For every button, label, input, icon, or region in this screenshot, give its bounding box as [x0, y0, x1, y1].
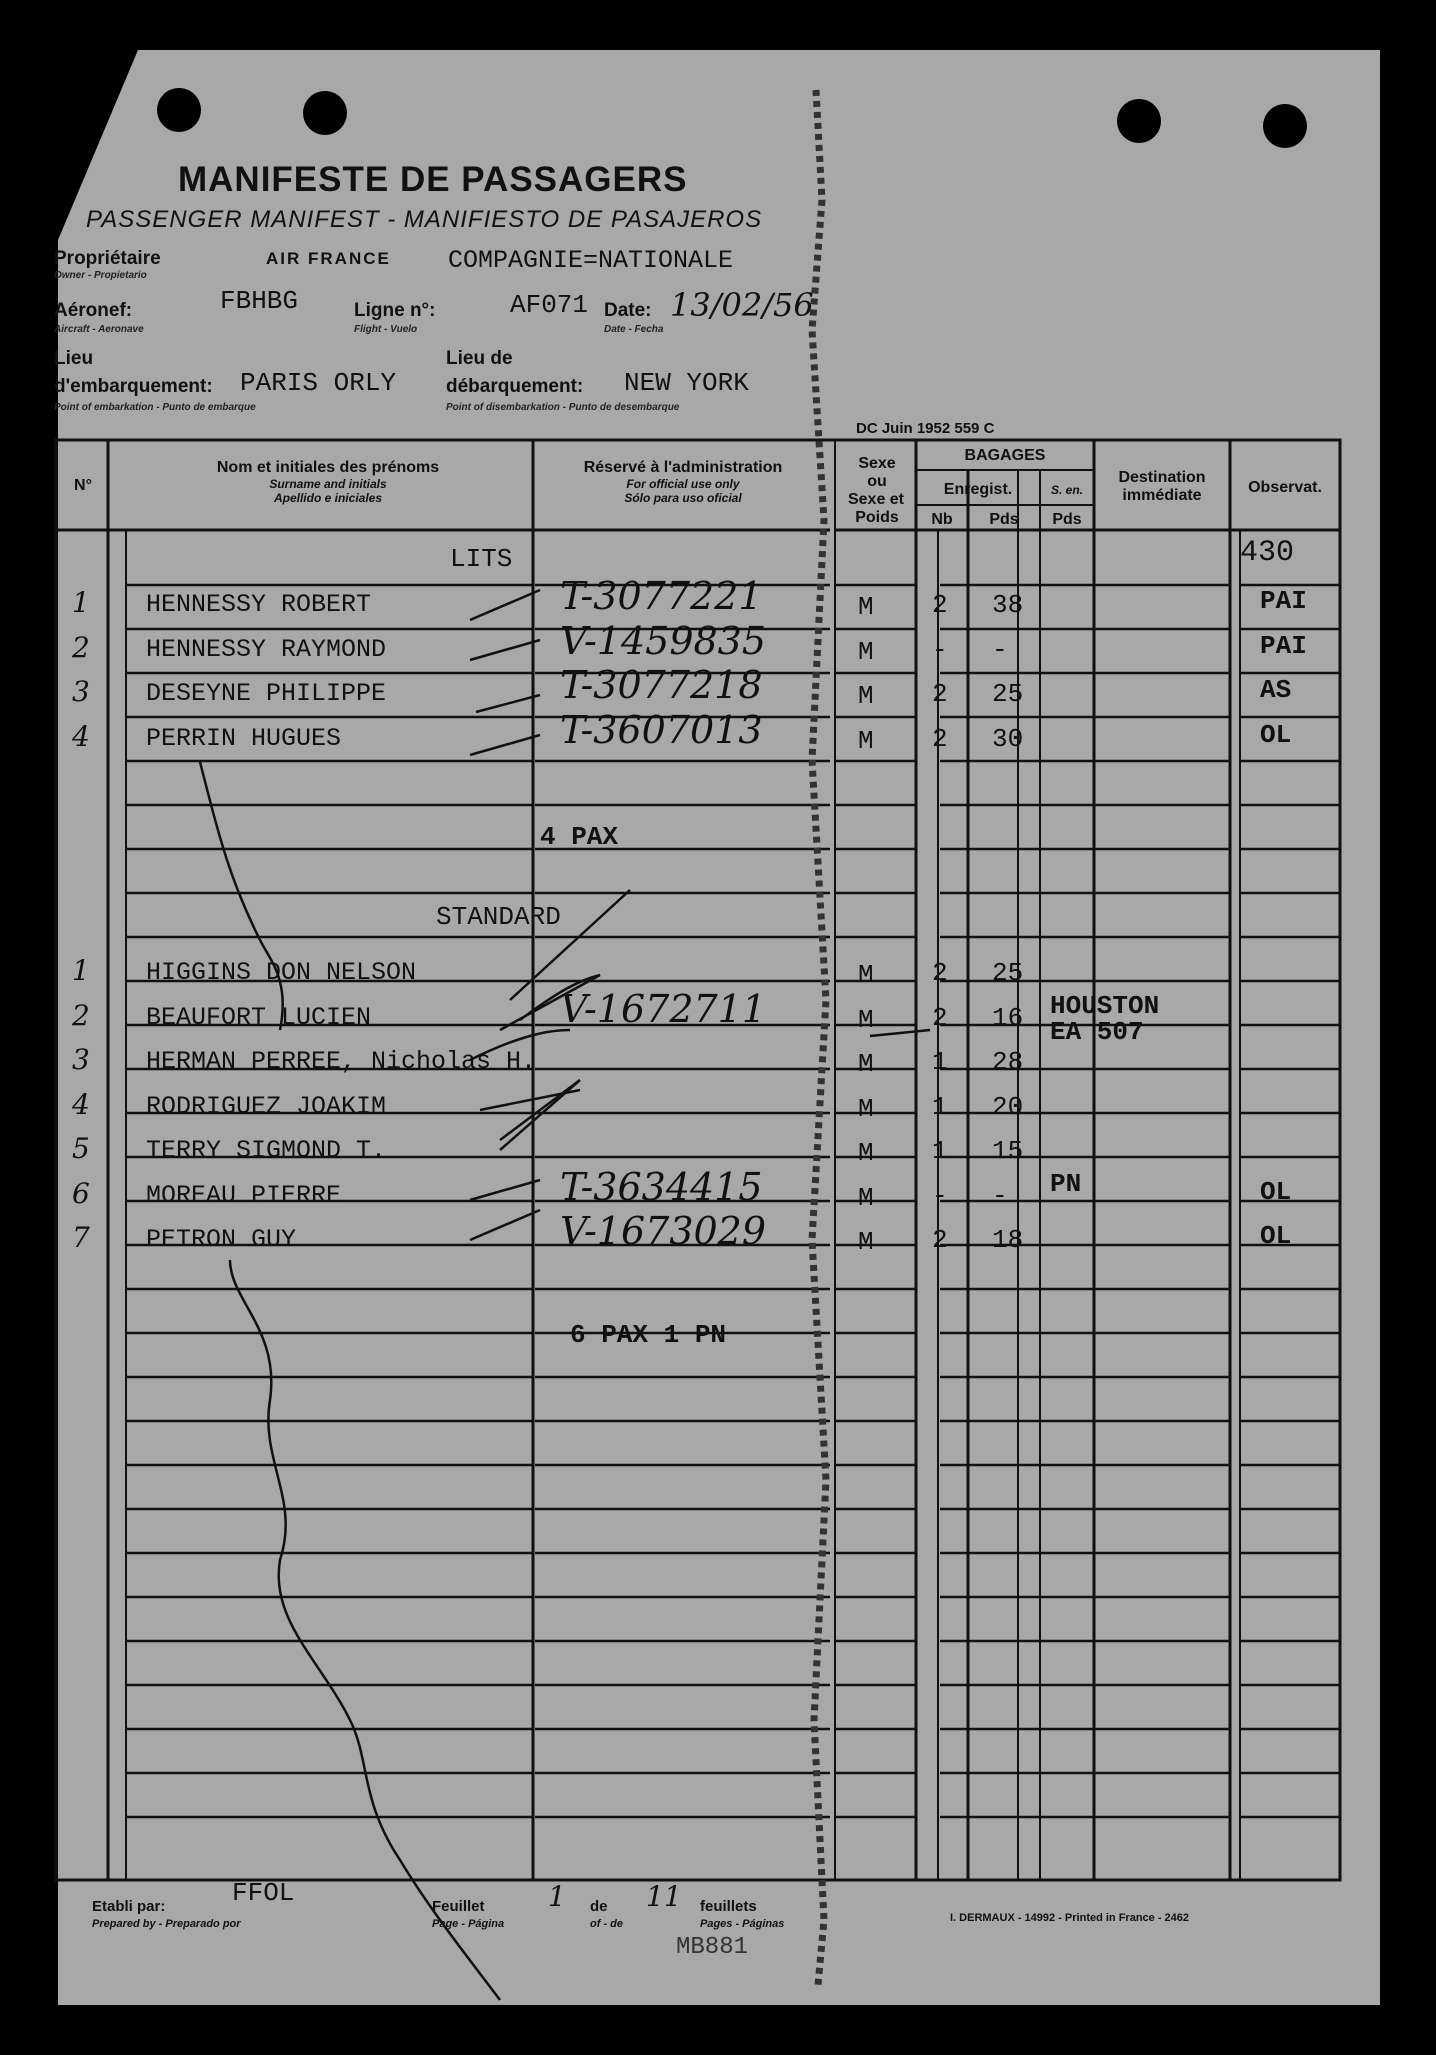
- date-value: 13/02/56: [670, 286, 814, 324]
- col-admin: Réservé à l'administration: [583, 459, 783, 476]
- date-sublabel: Date - Fecha: [604, 324, 664, 335]
- col-admin-sub1: For official use only: [626, 477, 740, 491]
- standard-row-name: HERMAN PERREE, Nicholas H.: [146, 1047, 537, 1076]
- document-stamp: MB881: [676, 1934, 749, 1961]
- lits-row-number: 1: [72, 586, 90, 619]
- col-sex-4: Poids: [855, 509, 899, 526]
- standard-row-number: 1: [72, 954, 90, 987]
- page-label: Feuillet: [432, 1898, 485, 1915]
- standard-row-bag-weight: 25: [992, 958, 1024, 988]
- lits-row-name: PERRIN HUGUES: [146, 723, 342, 753]
- standard-row-observation: OL: [1260, 1176, 1292, 1207]
- col-bagages: BAGAGES: [964, 447, 1046, 464]
- standard-row-sex: M: [858, 1049, 874, 1079]
- observat-top-value: 430: [1240, 536, 1295, 570]
- lits-row-bag-weight: 25: [992, 679, 1024, 709]
- standard-row-name: BEAUFORT LUCIEN: [146, 1002, 372, 1032]
- pages-label: feuillets: [700, 1898, 757, 1915]
- col-name: Nom et initiales des prénoms: [216, 459, 440, 476]
- lits-row-bag-count: -: [932, 634, 948, 665]
- form-code: DC Juin 1952 559 C: [856, 420, 995, 437]
- standard-row-bag-weight: 16: [992, 1002, 1024, 1033]
- lits-row-sex: M: [858, 592, 874, 622]
- standard-row-observation: OL: [1260, 1221, 1292, 1251]
- lits-row-bag-weight: 38: [992, 590, 1024, 620]
- lits-row-name: DESEYNE PHILIPPE: [146, 679, 387, 708]
- standard-row-bag-count: 1: [932, 1091, 948, 1122]
- lits-row-observation: AS: [1260, 675, 1292, 705]
- standard-row-bag-count: 2: [932, 958, 948, 988]
- standard-row-sex: M: [858, 1093, 874, 1124]
- section-standard: STANDARD: [436, 902, 561, 932]
- col-pds: Pds: [989, 511, 1019, 528]
- owner-sublabel: Owner - Propietario: [54, 270, 147, 281]
- standard-row-number: 3: [72, 1043, 90, 1076]
- standard-row-ticket: T-3634415: [560, 1164, 763, 1209]
- disembark-label-line2: débarquement:: [446, 376, 584, 397]
- standard-row-sex: M: [858, 1182, 874, 1213]
- standard-row-sex: M: [858, 1138, 874, 1168]
- lits-row-sex: M: [858, 636, 874, 667]
- lits-row-bag-count: 2: [932, 679, 948, 709]
- col-observat: Observat.: [1248, 479, 1322, 496]
- of-sublabel: of - de: [590, 1918, 623, 1930]
- flight-value: AF071: [510, 290, 589, 320]
- aircraft-label: Aéronef:: [54, 300, 133, 321]
- section-lits: LITS: [450, 544, 513, 574]
- lits-row-observation: PAI: [1260, 586, 1307, 616]
- standard-row-ticket: V-1672711: [560, 986, 767, 1031]
- standard-row-bag-count: 1: [932, 1047, 948, 1077]
- standard-row-name: RODRIGUEZ JOAKIM: [146, 1091, 387, 1121]
- col-nb: Nb: [931, 511, 953, 528]
- embark-label-line2: d'embarquement:: [54, 376, 213, 397]
- lits-row-bag-weight: 30: [992, 723, 1024, 754]
- page-sublabel: Page - Página: [432, 1918, 505, 1930]
- date-label: Date:: [604, 300, 652, 321]
- standard-row-sex: M: [858, 960, 874, 990]
- flight-label: Ligne n°:: [354, 300, 436, 321]
- lits-row-name: HENNESSY RAYMOND: [146, 634, 387, 664]
- flight-sublabel: Flight - Vuelo: [354, 324, 418, 335]
- lits-row-number: 3: [72, 675, 90, 708]
- manifest-title: MANIFESTE DE PASSAGERS: [178, 160, 688, 199]
- col-sex-1: Sexe: [858, 455, 896, 472]
- lits-row-bag-count: 2: [932, 590, 948, 620]
- col-admin-sub2: Sólo para uso oficial: [624, 491, 742, 505]
- standard-row-bag-count: 2: [932, 1225, 948, 1255]
- standard-row-bag-count: 2: [932, 1002, 948, 1033]
- standard-row-number: 2: [72, 998, 90, 1032]
- aircraft-value: FBHBG: [220, 286, 299, 316]
- standard-row-bag-weight: 15: [992, 1136, 1024, 1166]
- page-value: 1: [548, 1880, 566, 1913]
- standard-row-number: 7: [72, 1221, 90, 1254]
- embark-value: PARIS ORLY: [240, 368, 397, 398]
- standard-row-bag-weight: 20: [992, 1091, 1024, 1122]
- manifest-subtitle: PASSENGER MANIFEST - MANIFIESTO DE PASAJEROS: [86, 206, 763, 233]
- prepared-sublabel: Prepared by - Preparado por: [92, 1918, 241, 1930]
- standard-row-sex: M: [858, 1004, 874, 1035]
- standard-row-ticket: V-1673029: [560, 1209, 767, 1253]
- col-name-sub1: Surname and initials: [269, 477, 387, 491]
- total-pages-value: 11: [646, 1880, 682, 1913]
- standard-row-number: 6: [72, 1176, 90, 1210]
- printer-line: I. DERMAUX - 14992 - Printed in France - 2462: [950, 1912, 1190, 1924]
- col-pds-2: Pds: [1052, 511, 1082, 528]
- lits-row-observation: OL: [1260, 719, 1292, 750]
- col-sex-2: ou: [867, 473, 887, 490]
- aircraft-sublabel: Aircraft - Aeronave: [54, 324, 144, 335]
- lits-row-ticket: T-3607013: [560, 707, 763, 752]
- lits-row-observation: PAI: [1260, 630, 1307, 661]
- standard-row-bag-weight: 28: [992, 1047, 1024, 1077]
- standard-row-name: PETRON GUY: [146, 1225, 297, 1254]
- standard-row-destination: PN: [1050, 1168, 1082, 1199]
- lits-row-bag-count: 2: [932, 723, 948, 754]
- pages-sublabel: Pages - Páginas: [700, 1918, 785, 1930]
- standard-row-sex: M: [858, 1227, 874, 1257]
- standard-row-bag-weight: 18: [992, 1225, 1024, 1255]
- lits-row-number: 2: [72, 630, 90, 664]
- col-name-sub2: Apellido e iniciales: [273, 491, 383, 505]
- embark-label-line1: Lieu: [54, 348, 94, 369]
- owner-label: Propriétaire: [54, 248, 161, 269]
- owner-value: AIR FRANCE: [266, 249, 391, 268]
- standard-row-number: 4: [72, 1087, 90, 1121]
- standard-row-name: HIGGINS DON NELSON: [146, 958, 417, 987]
- col-enregist: Enregist.: [943, 481, 1013, 498]
- standard-row-name: MOREAU PIERRE: [146, 1180, 342, 1210]
- disembark-label-line1: Lieu de: [446, 348, 513, 369]
- owner-typed: COMPAGNIE=NATIONALE: [448, 246, 734, 275]
- embark-sublabel: Point of embarkation - Punto de embarque: [54, 402, 256, 413]
- section-standard-total: 6 PAX 1 PN: [570, 1320, 727, 1350]
- col-s-en: S. en.: [1050, 483, 1083, 497]
- of-label: de: [590, 1898, 608, 1915]
- lits-row-sex: M: [858, 681, 874, 711]
- lits-row-ticket: T-3077218: [560, 663, 763, 707]
- lits-row-bag-weight: -: [992, 634, 1008, 665]
- lits-row-ticket: V-1459835: [560, 618, 767, 663]
- col-destination-1: Destination: [1118, 469, 1206, 486]
- col-destination-2: immédiate: [1122, 487, 1202, 504]
- col-no: N°: [74, 477, 92, 494]
- standard-row-name: TERRY SIGMOND T.: [146, 1136, 387, 1165]
- lits-row-number: 4: [72, 719, 90, 753]
- lits-row-sex: M: [858, 725, 874, 756]
- prepared-label: Etabli par:: [92, 1898, 166, 1915]
- disembark-value: NEW YORK: [624, 368, 749, 398]
- standard-row-bag-weight: -: [992, 1180, 1008, 1211]
- section-lits-total: 4 PAX: [540, 822, 619, 852]
- col-sex-3: Sexe et: [847, 491, 905, 508]
- standard-row-bag-count: -: [932, 1180, 948, 1211]
- standard-row-number: 5: [72, 1132, 90, 1165]
- standard-row-destination: HOUSTON EA 507: [1050, 990, 1160, 1047]
- lits-row-name: HENNESSY ROBERT: [146, 590, 372, 619]
- standard-row-bag-count: 1: [932, 1136, 948, 1166]
- lits-row-ticket: T-3077221: [560, 574, 763, 618]
- disembark-sublabel: Point of disembarkation - Punto de desembarque: [446, 402, 680, 413]
- prepared-value: FFOL: [232, 1878, 295, 1908]
